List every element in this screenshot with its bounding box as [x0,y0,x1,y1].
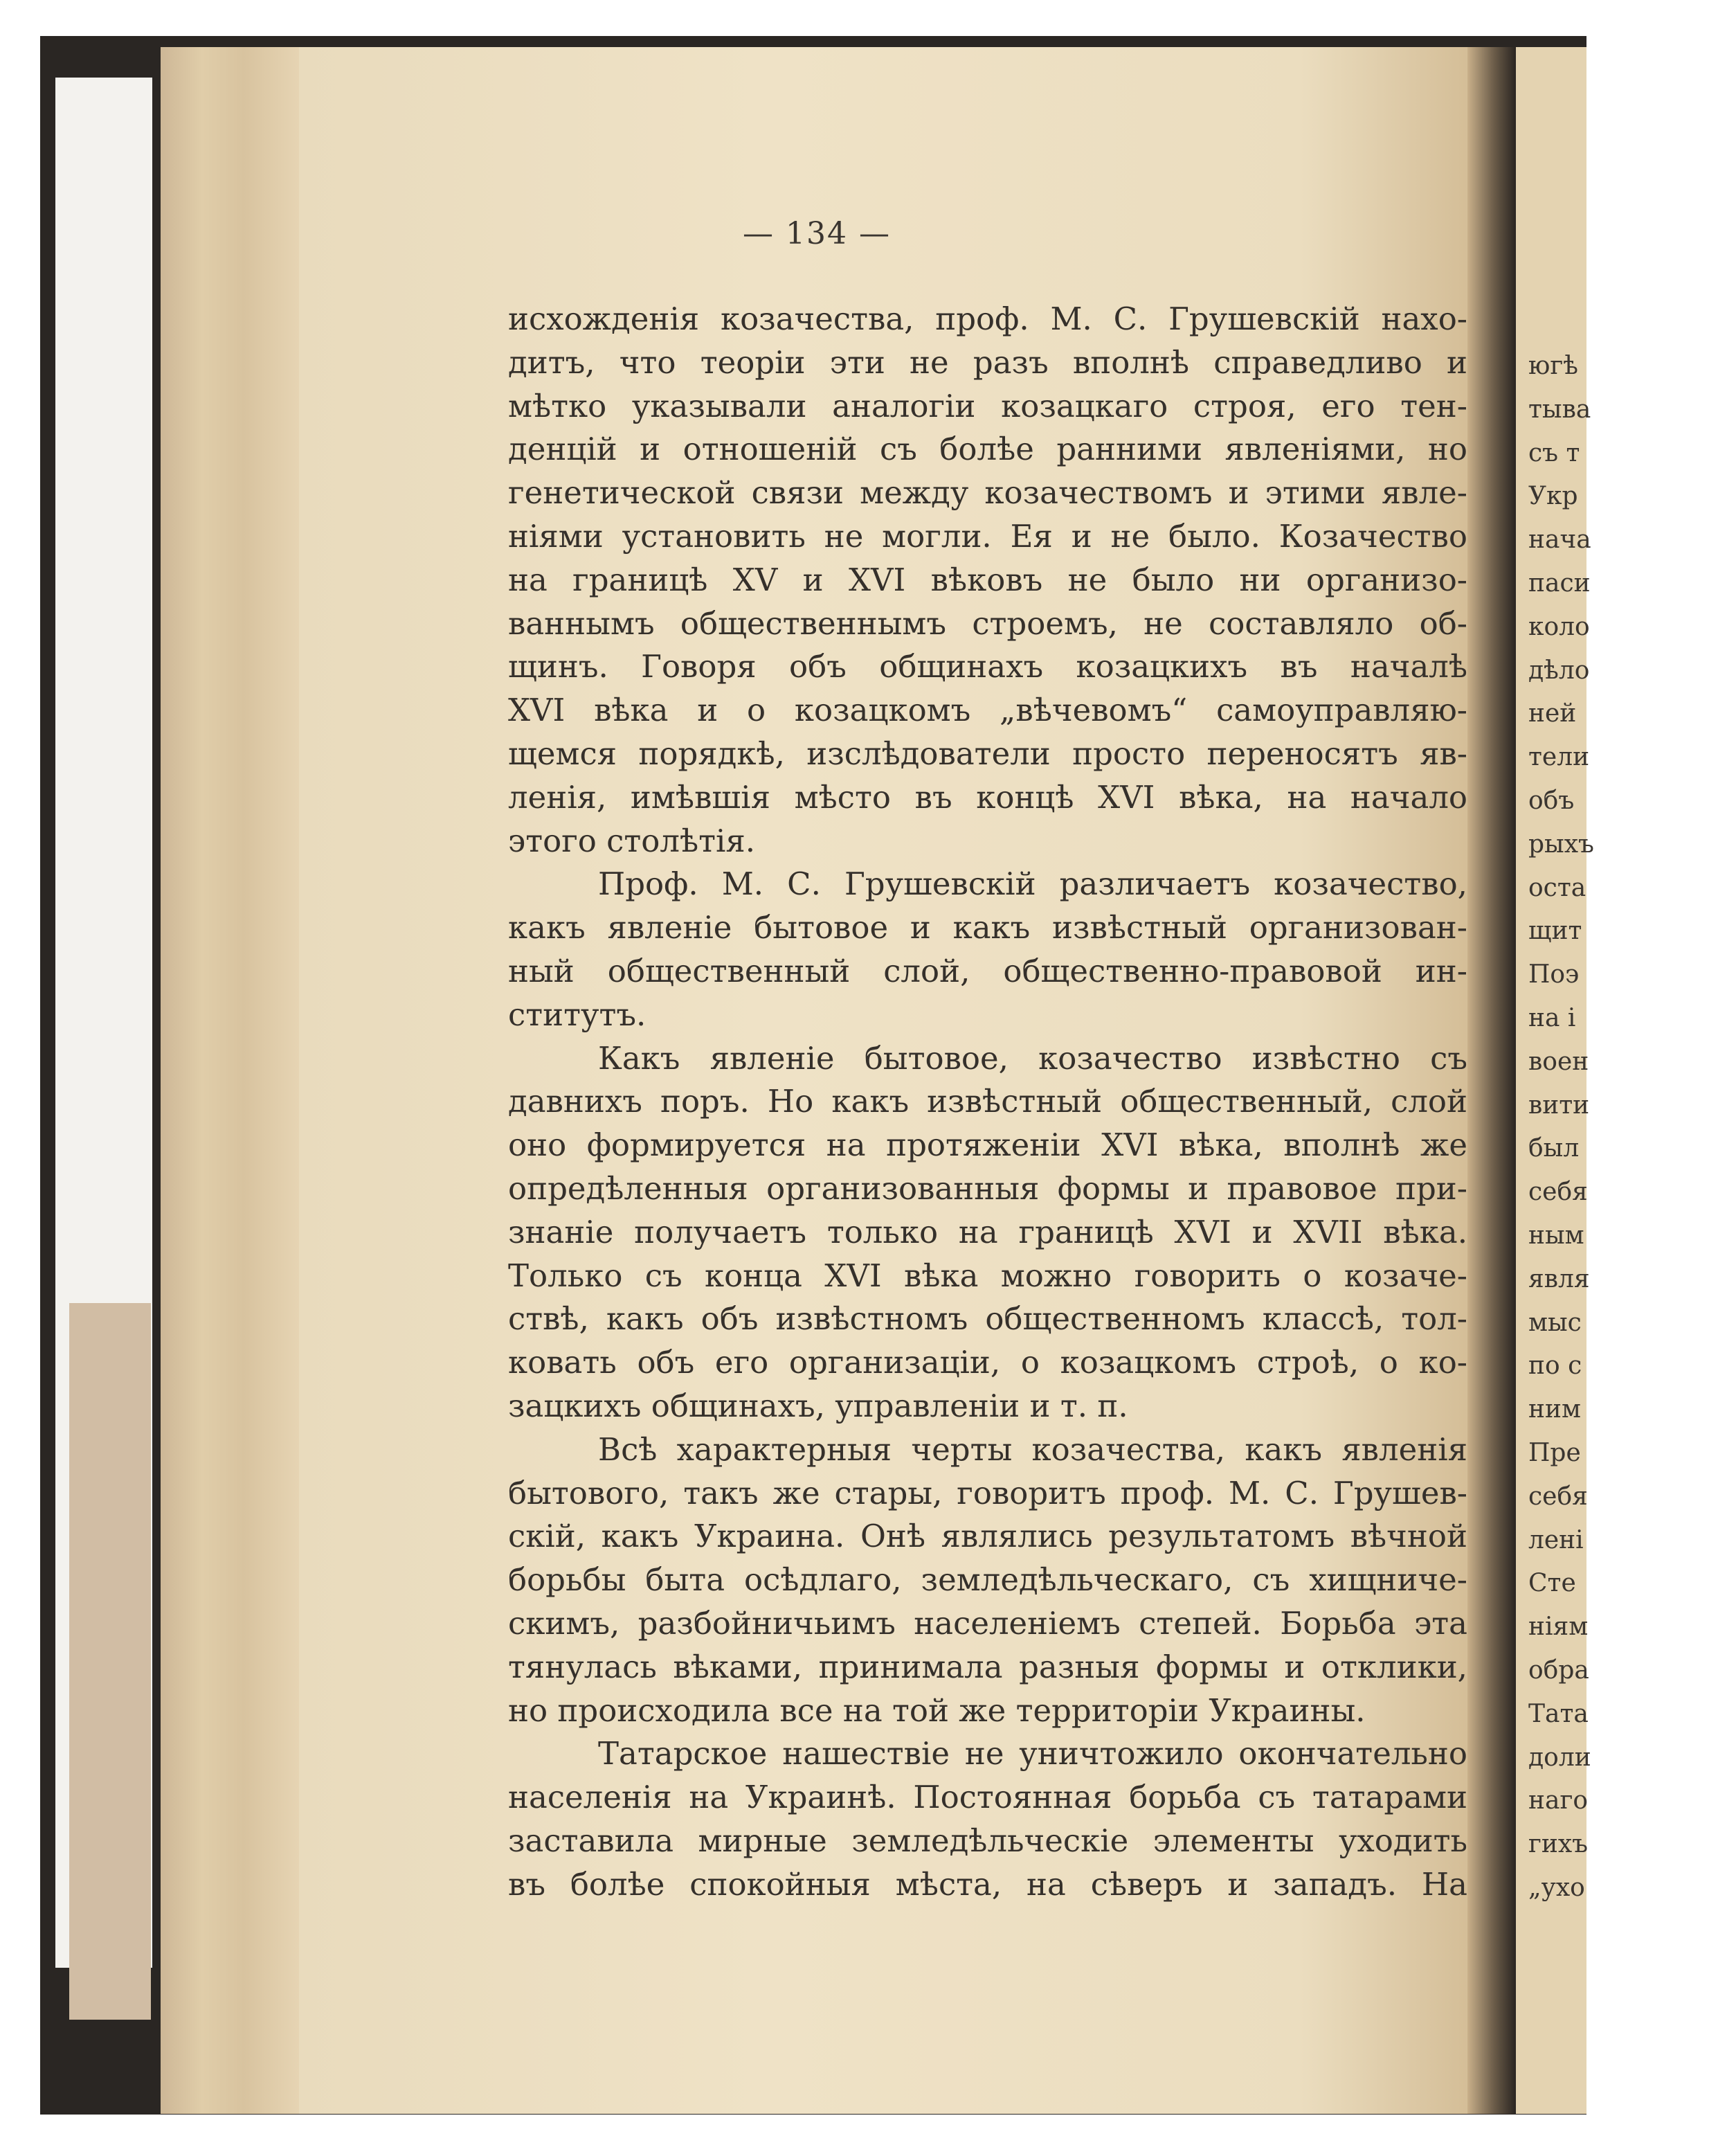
book-gutter [1467,47,1516,2114]
text-line: ніями установить не могли. Ея и не было. Козачество [508,517,1467,555]
text-line: но происходила все на той же территоріи Украины. [508,1691,1366,1729]
next-page-fragment: тели [1528,743,1590,772]
next-page-fragment: наго [1528,1786,1588,1815]
next-page-fragment: нача [1528,526,1591,555]
next-page-fragment: Укр [1528,482,1578,511]
next-page-fragment: объ [1528,786,1575,815]
next-page-fragment: „ухо [1528,1873,1585,1902]
text-line: на границѣ XV и XVI вѣковъ не было ни организо- [508,561,1467,598]
next-page-fragment: щит [1528,917,1582,946]
cover-board-tan [69,1303,151,2020]
next-page-fragment: себя [1528,1482,1588,1511]
next-page-text [1528,345,1736,1910]
page-number: — 134 — [743,216,891,251]
text-line: дитъ, что теоріи эти не разъ вполнѣ справедливо и [508,343,1467,381]
text-line: тянулась вѣками, принимала разныя формы и отклики, [508,1648,1467,1685]
next-page-fragment: ней [1528,699,1577,728]
next-page-fragment: на і [1528,1003,1576,1032]
text-line: ститутъ. [508,996,647,1033]
next-page-fragment: явля [1528,1264,1590,1293]
next-page-edge [1516,47,1594,2114]
text-line: Всѣ характерныя черты козачества, какъ явленія [598,1430,1467,1468]
next-page-fragment: мыс [1528,1308,1582,1337]
text-line: заставила мирные земледѣльческіе элементы уходить [508,1822,1467,1859]
next-page-fragment: ніям [1528,1613,1589,1642]
text-line: генетической связи между козачествомъ и этими явле- [508,474,1467,512]
next-page-fragment: паси [1528,568,1591,598]
text-line: щемся порядкѣ, изслѣдователи просто переносятъ яв- [508,735,1467,772]
next-page-fragment: Тата [1528,1699,1589,1728]
text-line: ковать объ его организаціи, о козацкомъ строѣ, о ко- [508,1344,1467,1381]
next-page-fragment: лені [1528,1525,1584,1554]
text-line: какъ явленіе бытовое и какъ извѣстный организован- [508,909,1467,946]
page-body-text [508,298,1467,1906]
next-page-fragment: съ т [1528,438,1580,467]
text-line: знаніе получаетъ только на границѣ XVI и XVII вѣка. [508,1213,1467,1250]
text-line: ствѣ, какъ объ извѣстномъ общественномъ классѣ, тол- [508,1300,1467,1338]
text-line: XVI вѣка и о козацкомъ „вѣчевомъ“ самоуправляю- [508,692,1467,729]
text-line: ленія, имѣвшія мѣсто въ концѣ XVI вѣка, на начало [508,778,1467,816]
text-line: щинъ. Говоря объ общинахъ козацкихъ въ началѣ [508,648,1467,685]
text-line: исхожденія козачества, проф. М. С. Грушевскій нахо- [508,300,1467,337]
text-line: Только съ конца XVI вѣка можно говорить о козаче- [508,1257,1467,1294]
next-page-fragment: югѣ [1528,352,1578,380]
next-page-fragment: доли [1528,1743,1591,1772]
text-line: давнихъ поръ. Но какъ извѣстный общественный, слой [508,1083,1467,1120]
book-fore-edge [161,47,299,2114]
next-page-fragment: коло [1528,612,1590,641]
next-page-fragment: Сте [1528,1569,1576,1598]
text-line: въ болѣе спокойныя мѣста, на сѣверъ и западъ. На [508,1865,1467,1903]
next-page-fragment: рыхъ [1528,829,1594,859]
next-page-fragment: был [1528,1134,1580,1163]
next-page-fragment: по с [1528,1352,1582,1381]
next-page-fragment: вити [1528,1091,1590,1120]
text-line: опредѣленныя организованныя формы и правовое при- [508,1169,1467,1207]
text-line: Татарское нашествіе не уничтожило окончательно [598,1735,1467,1772]
text-line: населенія на Украинѣ. Постоянная борьба съ татарами [508,1779,1467,1816]
next-page-fragment: ным [1528,1221,1584,1250]
next-page-fragment: Поэ [1528,960,1580,989]
text-line: Проф. М. С. Грушевскій различаетъ козачество, [598,865,1467,903]
text-line: борьбы быта осѣдлаго, земледѣльческаго, съ хищниче- [508,1561,1467,1599]
text-line: скимъ, разбойничьимъ населеніемъ степей. Борьба эта [508,1604,1467,1642]
text-line: Какъ явленіе бытовое, козачество извѣстно съ [598,1039,1467,1077]
next-page-fragment: тыва [1528,395,1591,424]
next-page-fragment: ним [1528,1395,1581,1424]
next-page-fragment: воен [1528,1047,1589,1076]
text-line: денцій и отношеній съ болѣе ранними явленіями, но [508,431,1467,468]
text-line: этого столѣтія. [508,822,756,859]
text-line: бытового, такъ же стары, говоритъ проф. М. С. Грушев- [508,1474,1467,1511]
text-line: мѣтко указывали аналогіи козацкаго строя, его тен- [508,387,1467,424]
text-line: зацкихъ общинахъ, управленіи и т. п. [508,1387,1128,1424]
text-line: оно формируется на протяженіи XVI вѣка, вполнѣ же [508,1127,1467,1164]
text-line: скій, какъ Украина. Онѣ являлись результатомъ вѣчной [508,1518,1467,1555]
next-page-fragment: оста [1528,873,1586,902]
next-page-fragment: обра [1528,1655,1589,1685]
next-page-fragment: Пре [1528,1438,1581,1467]
next-page-fragment: гихъ [1528,1830,1589,1859]
text-line: ваннымъ общественнымъ строемъ, не составляло об- [508,604,1467,642]
next-page-fragment: себя [1528,1178,1588,1207]
text-line: ный общественный слой, общественно-правовой ин- [508,952,1467,989]
next-page-fragment: дѣло [1528,656,1590,685]
